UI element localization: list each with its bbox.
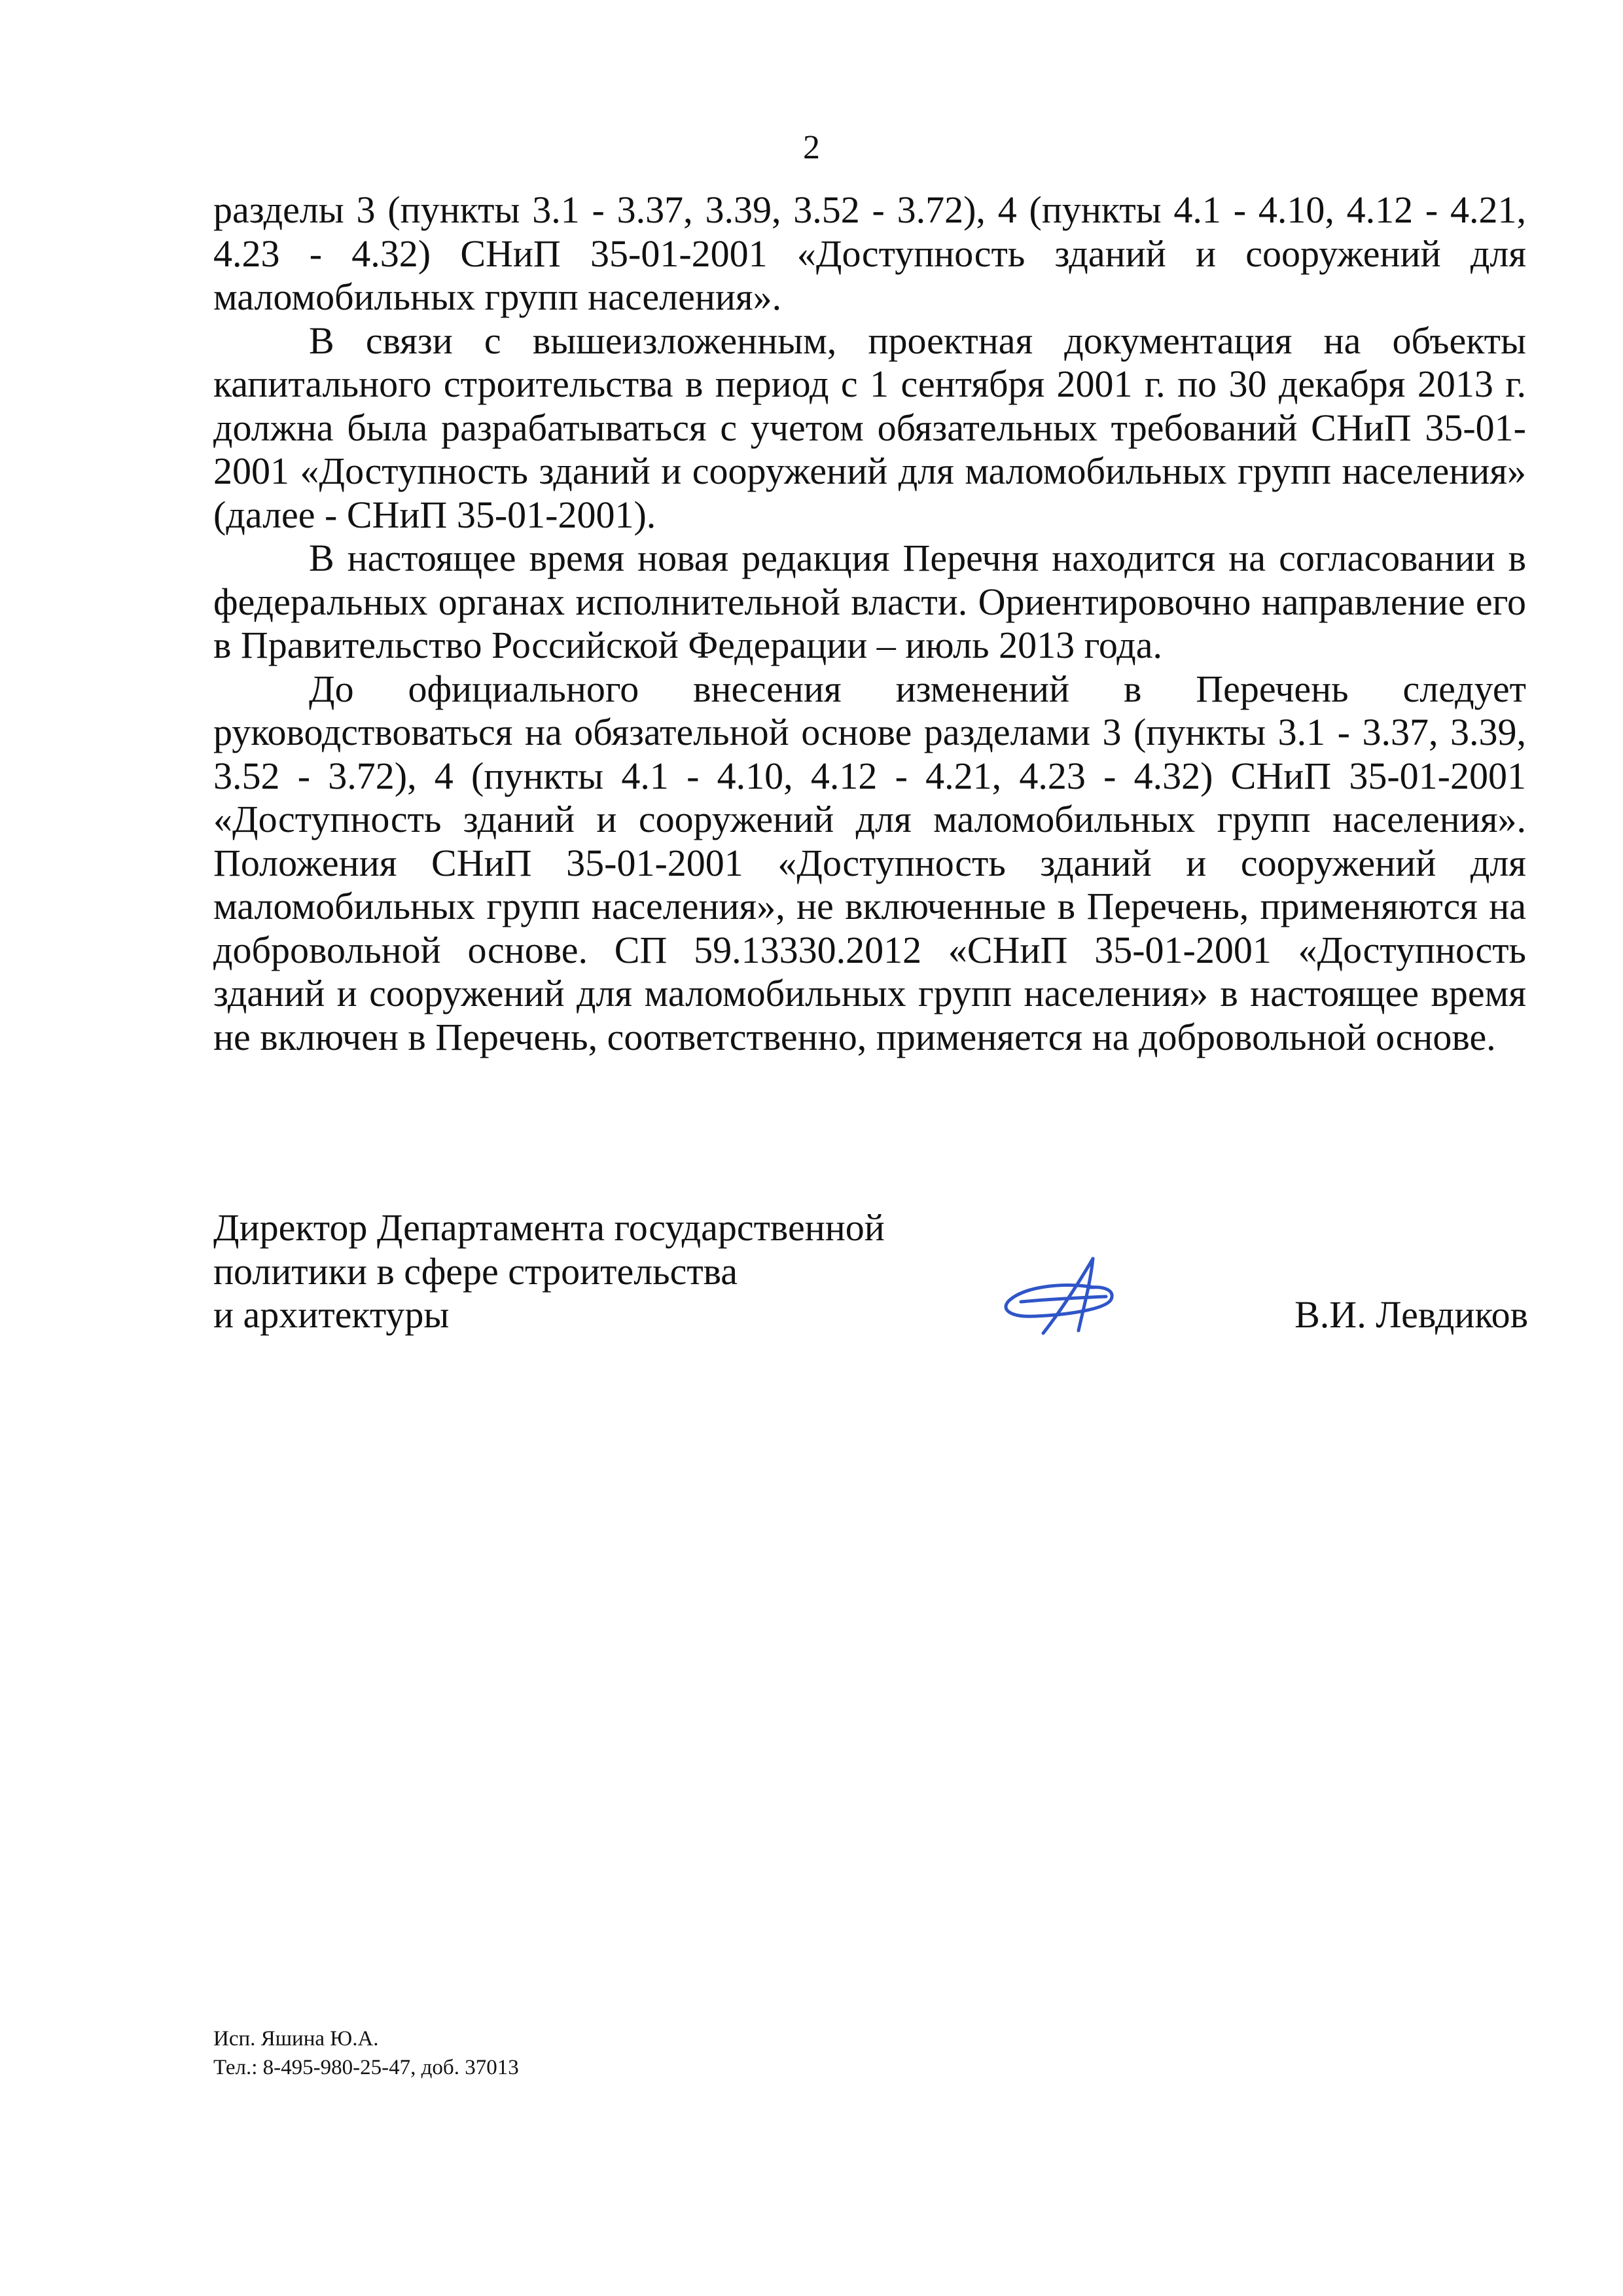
executor-footer (213, 2024, 519, 2082)
paragraph-continuation: разделы 3 (пункты 3.1 - 3.37, 3.39, 3.52 - 3.72), 4 (пункты 4.1 - 4.10, 4.12 - 4.21, 4.23 - 4.32) СНиП 35-01-2001 «Доступность зданий и сооружений для маломобильных групп населения». (213, 188, 1526, 318)
paragraph-new-edition: В настоящее время новая редакция Перечня находится на согласовании в федеральных органах исполнительной власти. Ориентировочно направление его в Правительство Российской Федерации – июль 2013 года. (213, 537, 1526, 666)
signatory-title-line: политики в сфере строительства (213, 1249, 738, 1293)
page-number: 2 (803, 129, 820, 166)
signatory-title-line: и архитектуры (213, 1293, 450, 1336)
letter-body (213, 188, 1526, 1059)
executor-name: Исп. Яшина Ю.А. (213, 2027, 379, 2051)
signatory-title (213, 1206, 885, 1337)
paragraph-until-changes: До официального внесения изменений в Перечень следует руководствоваться на обязательной основе разделами 3 (пункты 3.1 - 3.37, 3.39, 3.52 - 3.72), 4 (пункты 4.1 - 4.10, 4.12 - 4.21, 4.23 - 4.32) СНиП 35-01-2001 «Доступность зданий и сооружений для маломобильных групп населения». Положения СНиП 35-01-2001 «Доступность зданий и сооружений для маломобильных групп населения», не включенные в Перечень, применяются на добровольной основе. СП 59.13330.2012 «СНиП 35-01-2001 «Доступность зданий и сооружений для маломобильных групп населения» в настоящее время не включен в Перечень, соответственно, применяется на добровольной основе. (213, 667, 1526, 1058)
handwritten-signature (995, 1247, 1126, 1345)
paragraph-design-documentation: В связи с вышеизложенным, проектная документация на объекты капитального строительства в период с 1 сентября 2001 г. по 30 декабря 2013 г. должна была разрабатываться с учетом обязательных требований СНиП 35-01-2001 «Доступность зданий и сооружений для маломобильных групп населения» (далее - СНиП 35-01-2001). (213, 319, 1526, 536)
executor-phone: Тел.: 8-495-980-25-47, доб. 37013 (213, 2056, 519, 2079)
signatory-title-line: Директор Департамента государственной (213, 1206, 885, 1249)
signer-name: В.И. Левдиков (1294, 1293, 1528, 1336)
signature-cross-stroke (1021, 1297, 1106, 1302)
